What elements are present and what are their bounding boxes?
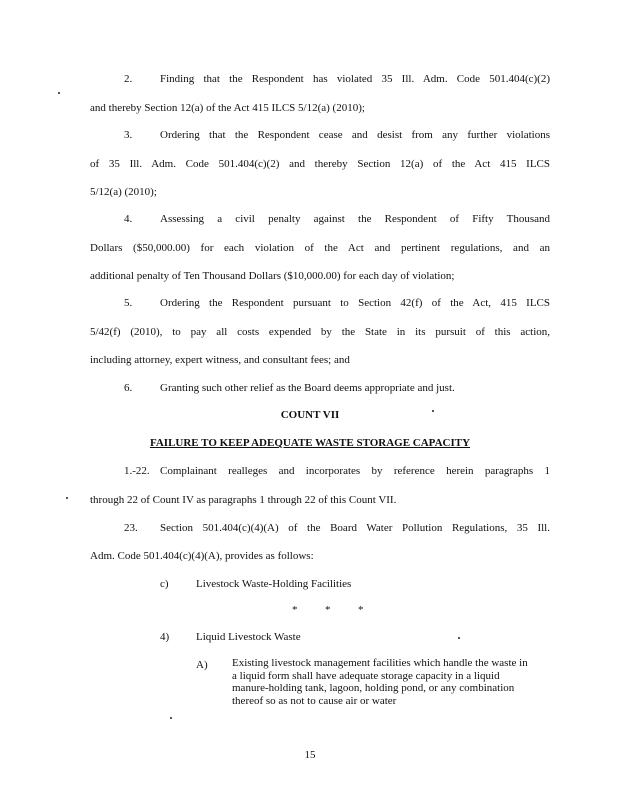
scan-speck <box>458 637 460 639</box>
para-1-22-number: 1.-22. <box>124 465 150 477</box>
item-5-line-1: Ordering the Respondent pursuant to Section 42(f) of the Act, 415 ILCS <box>160 297 550 309</box>
item-4-line-2: Dollars ($50,000.00) for each violation of the Act and pertinent regulations, and an <box>90 242 550 254</box>
count-heading: COUNT VII <box>280 409 340 421</box>
quote-c-label: c) <box>160 578 169 590</box>
item-5-line-2: 5/42(f) (2010), to pay all costs expended by the State in its pursuit of this action, <box>90 326 550 338</box>
item-3-line-1: Ordering that the Respondent cease and desist from any further violations <box>160 129 550 141</box>
item-4-line-1: Assessing a civil penalty against the Respondent of Fifty Thousand <box>160 213 550 225</box>
quote-a-label: A) <box>196 659 208 671</box>
count-title: FAILURE TO KEEP ADEQUATE WASTE STORAGE CAPACITY <box>149 437 471 449</box>
para-23-line-2: Adm. Code 501.404(c)(4)(A), provides as follows: <box>90 550 314 562</box>
quote-4-text: Liquid Livestock Waste <box>196 631 301 643</box>
quote-ellipsis: * * * <box>292 604 364 616</box>
scan-speck <box>432 410 434 412</box>
scan-speck <box>66 497 68 499</box>
para-1-22-line-1: Complainant realleges and incorporates by reference herein paragraphs 1 <box>160 465 550 477</box>
item-4-number: 4. <box>124 213 133 225</box>
page-number: 15 <box>304 749 316 761</box>
item-2-number: 2. <box>124 73 133 85</box>
item-6-line-1: Granting such other relief as the Board deems appropriate and just. <box>160 382 455 394</box>
para-23-number: 23. <box>124 522 138 534</box>
para-23-line-1: Section 501.404(c)(4)(A) of the Board Water Pollution Regulations, 35 Ill. <box>160 522 550 534</box>
item-5-line-3: including attorney, expert witness, and consultant fees; and <box>90 354 350 366</box>
scan-speck <box>170 717 172 719</box>
item-2-line-1: Finding that the Respondent has violated 35 Ill. Adm. Code 501.404(c)(2) <box>160 73 550 85</box>
item-3-number: 3. <box>124 129 133 141</box>
item-6-number: 6. <box>124 382 133 394</box>
item-3-line-3: 5/12(a) (2010); <box>90 186 157 198</box>
item-5-number: 5. <box>124 297 133 309</box>
item-4-line-3: additional penalty of Ten Thousand Dollars ($10,000.00) for each day of violation; <box>90 270 455 282</box>
quote-4-label: 4) <box>160 631 170 643</box>
quote-a-text: Existing livestock management facilities which handle the waste in a liquid form shall have adequate storage capacity in a liquid manure-holding tank, lagoon, holding pond, or any combination thereof so as not to cause air or water <box>232 657 528 707</box>
item-3-line-2: of 35 Ill. Adm. Code 501.404(c)(2) and thereby Section 12(a) of the Act 415 ILCS <box>90 158 550 170</box>
item-2-line-2: and thereby Section 12(a) of the Act 415 ILCS 5/12(a) (2010); <box>90 102 365 114</box>
scan-speck <box>58 92 60 94</box>
quote-c-text: Livestock Waste-Holding Facilities <box>196 578 352 590</box>
para-1-22-line-2: through 22 of Count IV as paragraphs 1 through 22 of this Count VII. <box>90 494 397 506</box>
